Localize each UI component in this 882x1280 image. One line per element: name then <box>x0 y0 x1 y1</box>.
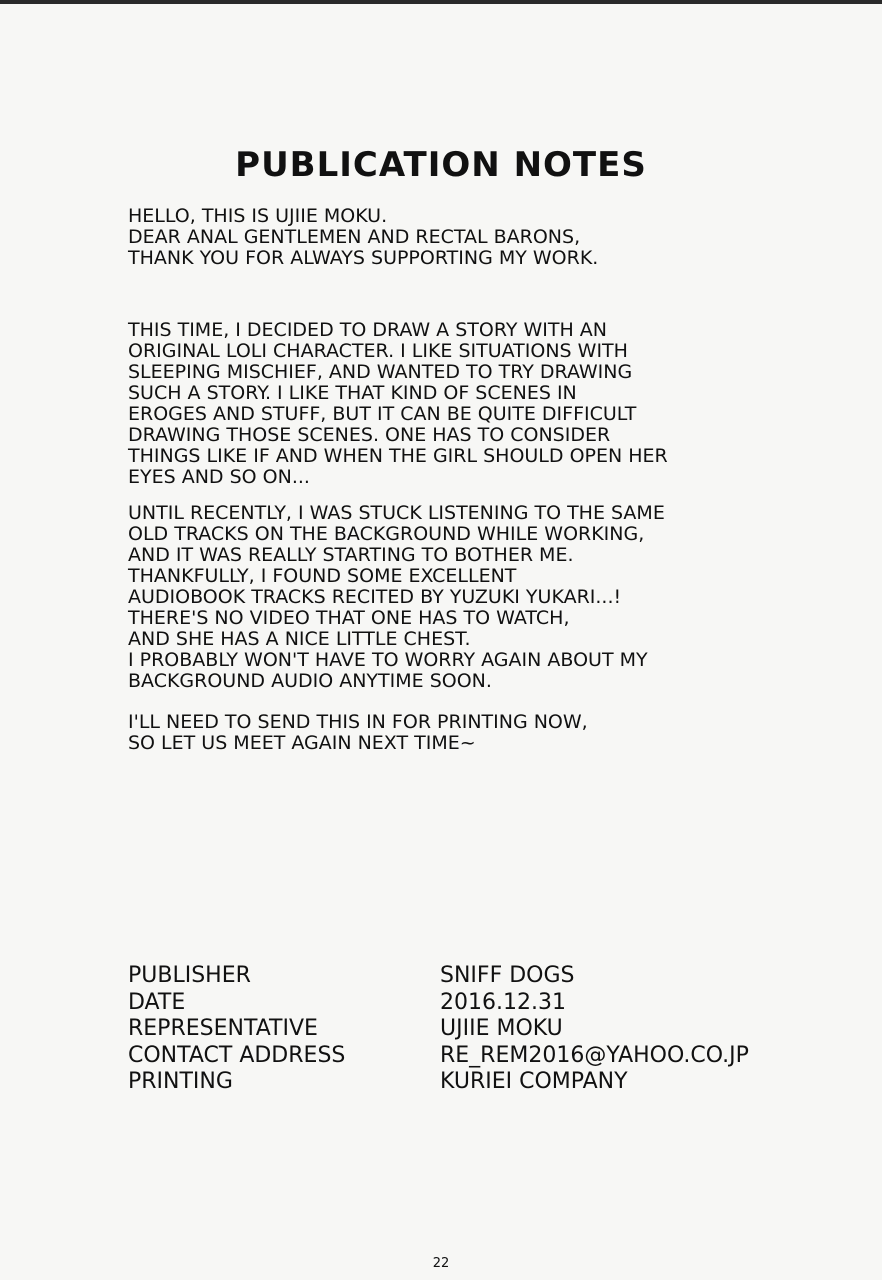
colophon-label-contact: CONTACT ADDRESS <box>128 1042 346 1068</box>
colophon-label-printing: PRINTING <box>128 1069 233 1094</box>
paragraph-closing <box>128 712 788 754</box>
text-line: THERE'S NO VIDEO THAT ONE HAS TO WATCH, <box>128 607 570 629</box>
text-line: AUDIOBOOK TRACKS RECITED BY YUZUKI YUKARI...! <box>128 586 622 608</box>
text-line: ORIGINAL LOLI CHARACTER. I LIKE SITUATIONS WITH <box>128 340 628 362</box>
text-line: SUCH A STORY. I LIKE THAT KIND OF SCENES IN <box>128 382 577 404</box>
text-line: DRAWING THOSE SCENES. ONE HAS TO CONSIDER <box>128 424 611 446</box>
text-line: OLD TRACKS ON THE BACKGROUND WHILE WORKING, <box>128 523 645 545</box>
text-line: DEAR ANAL GENTLEMEN AND RECTAL BARONS, <box>128 226 581 248</box>
text-line: THIS TIME, I DECIDED TO DRAW A STORY WITH AN <box>128 319 608 341</box>
colophon-label-representative: REPRESENTATIVE <box>128 1016 318 1041</box>
text-line: HELLO, THIS IS UJIIE MOKU. <box>128 205 388 227</box>
page-number: 22 <box>432 1256 450 1271</box>
text-line: SO LET US MEET AGAIN NEXT TIME~ <box>128 732 476 754</box>
colophon-labels <box>128 963 345 1096</box>
colophon-value-date: 2016.12.31 <box>440 989 566 1015</box>
text-line: THANKFULLY, I FOUND SOME EXCELLENT <box>128 565 517 587</box>
paragraph-audio <box>128 503 788 692</box>
colophon-label-date: DATE <box>128 989 186 1015</box>
colophon-value-publisher: SNIFF DOGS <box>440 963 575 988</box>
colophon-value-representative: UJIIE MOKU <box>440 1016 563 1041</box>
text-line: AND SHE HAS A NICE LITTLE CHEST. <box>128 628 471 650</box>
text-line: UNTIL RECENTLY, I WAS STUCK LISTENING TO THE SAME <box>128 502 665 524</box>
colophon-values <box>440 963 749 1096</box>
text-line: THINGS LIKE IF AND WHEN THE GIRL SHOULD OPEN HER <box>128 445 668 467</box>
text-line: I PROBABLY WON'T HAVE TO WORRY AGAIN ABOUT MY <box>128 649 648 671</box>
colophon-label-publisher: PUBLISHER <box>128 963 251 988</box>
text-line: THANK YOU FOR ALWAYS SUPPORTING MY WORK. <box>128 247 599 269</box>
paragraph-greeting <box>128 206 788 269</box>
page-top-edge <box>0 0 882 4</box>
text-line: EROGES AND STUFF, BUT IT CAN BE QUITE DIFFICULT <box>128 403 637 425</box>
text-line: AND IT WAS REALLY STARTING TO BOTHER ME. <box>128 544 574 566</box>
paragraph-story <box>128 320 788 488</box>
colophon-value-printing: KURIEI COMPANY <box>440 1069 628 1094</box>
text-line: BACKGROUND AUDIO ANYTIME SOON. <box>128 670 492 692</box>
text-line: I'LL NEED TO SEND THIS IN FOR PRINTING NOW, <box>128 711 588 733</box>
page-title: PUBLICATION NOTES <box>235 144 647 185</box>
colophon-value-contact: RE_REM2016@YAHOO.CO.JP <box>440 1042 749 1068</box>
text-line: SLEEPING MISCHIEF, AND WANTED TO TRY DRAWING <box>128 361 633 383</box>
text-line: EYES AND SO ON... <box>128 466 310 488</box>
